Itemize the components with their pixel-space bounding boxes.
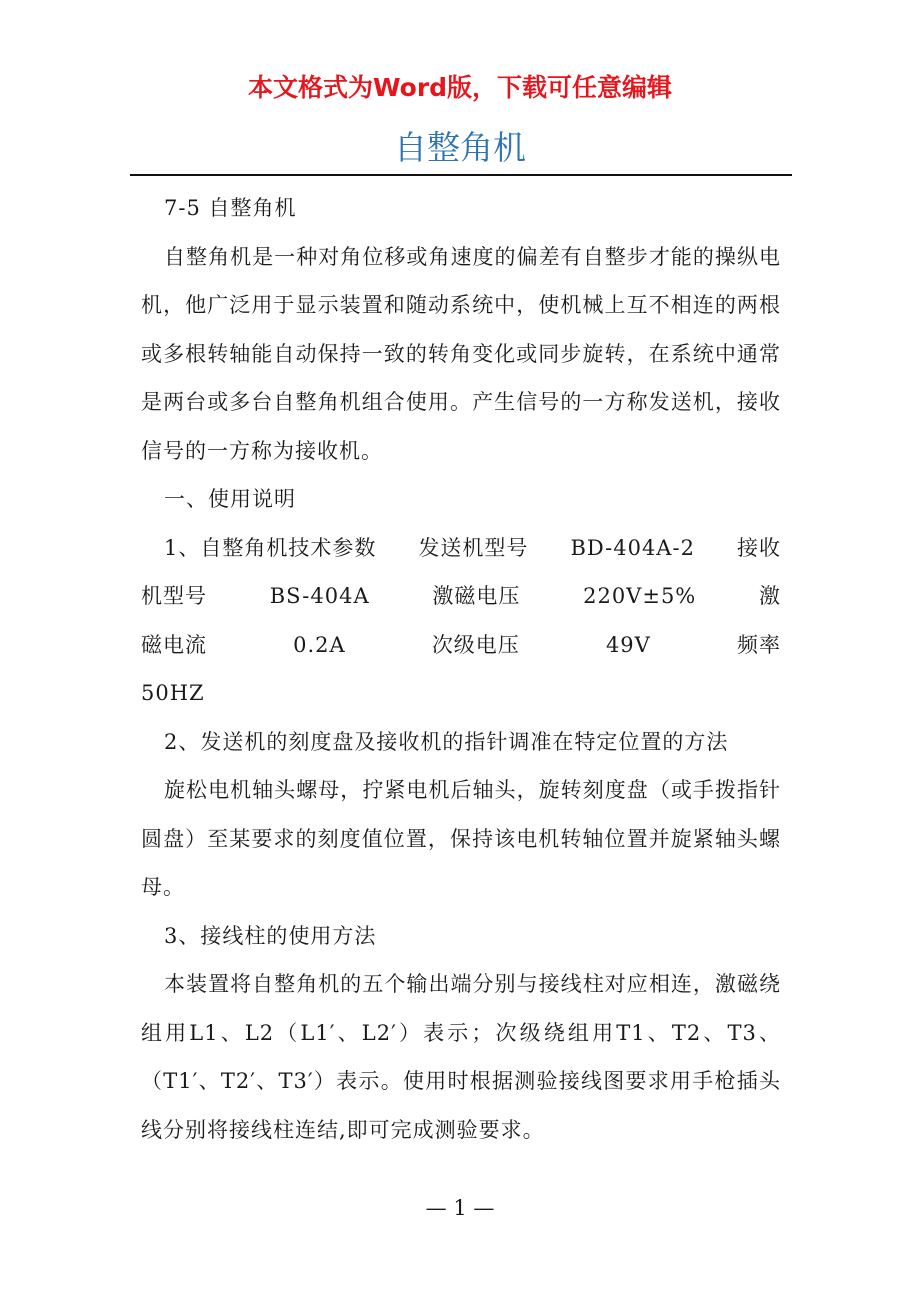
format-banner: 本文格式为Word版，下载可任意编辑 — [247, 73, 673, 102]
intro-paragraph: 自整角机是一种对角位移或角速度的偏差有自整步才能的操纵电机，他广泛用于显示装置和随动系统中，使机械上互不相连的两根或多根转轴能自动保持一致的转角变化或同步旋转，在系统中通常是两台或多台自整角机组合使用。产生信号的一方称发送机，接收信号的一方称为接收机。 — [141, 244, 781, 463]
item2-heading: 2、发送机的刻度盘及接收机的指针调准在特定位置的方法 — [164, 729, 729, 754]
param-cell: 频率 — [736, 632, 781, 657]
param-cell: 220V±5% — [583, 584, 697, 608]
document-body — [141, 184, 781, 1154]
param-cell: 机型号 — [141, 584, 207, 608]
param-cell: 50HZ — [141, 681, 205, 705]
param-cell: BD-404A-2 — [570, 535, 695, 560]
param-cell: 磁电流 — [141, 632, 207, 657]
param-cell: BS-404A — [269, 584, 370, 608]
param-row-3 — [141, 621, 781, 670]
param-row-1 — [141, 524, 781, 573]
param-cell: 0.2A — [293, 632, 346, 657]
param-cell: 激磁电压 — [432, 584, 521, 608]
param-row-2 — [141, 572, 781, 621]
item3-heading: 3、接线柱的使用方法 — [164, 923, 377, 948]
tech-params — [141, 524, 781, 718]
header-divider — [130, 174, 792, 176]
item3-paragraph: 本装置将自整角机的五个输出端分别与接线柱对应相连，激磁绕组用L1、L2（L1′、L2′）表示；次级绕组用T1、T2、T3、（T1′、T2′、T3′）表示。使用时根据测验接线图要求用手枪插头线分别将接线柱连结,即可完成测验要求。 — [141, 972, 781, 1142]
param-cell: 49V — [605, 632, 651, 657]
document-title: 自整角机 — [394, 128, 526, 167]
page-number: — 1 — — [425, 1196, 495, 1220]
item2-paragraph: 旋松电机轴头螺母，拧紧电机后轴头，旋转刻度盘（或手拨指针圆盘）至某要求的刻度值位置，保持该电机转轴位置并旋紧轴头螺母。 — [141, 778, 781, 899]
param-cell: 次级电压 — [431, 632, 520, 657]
param-cell: 1、自整角机技术参数 — [164, 535, 377, 560]
param-cell: 发送机型号 — [418, 535, 529, 560]
usage-heading: 一、使用说明 — [164, 487, 296, 511]
param-cell: 激 — [758, 584, 781, 608]
section-heading: 7-5 自整角机 — [164, 196, 297, 220]
param-cell: 接收 — [736, 535, 781, 560]
param-row-4 — [141, 669, 781, 718]
